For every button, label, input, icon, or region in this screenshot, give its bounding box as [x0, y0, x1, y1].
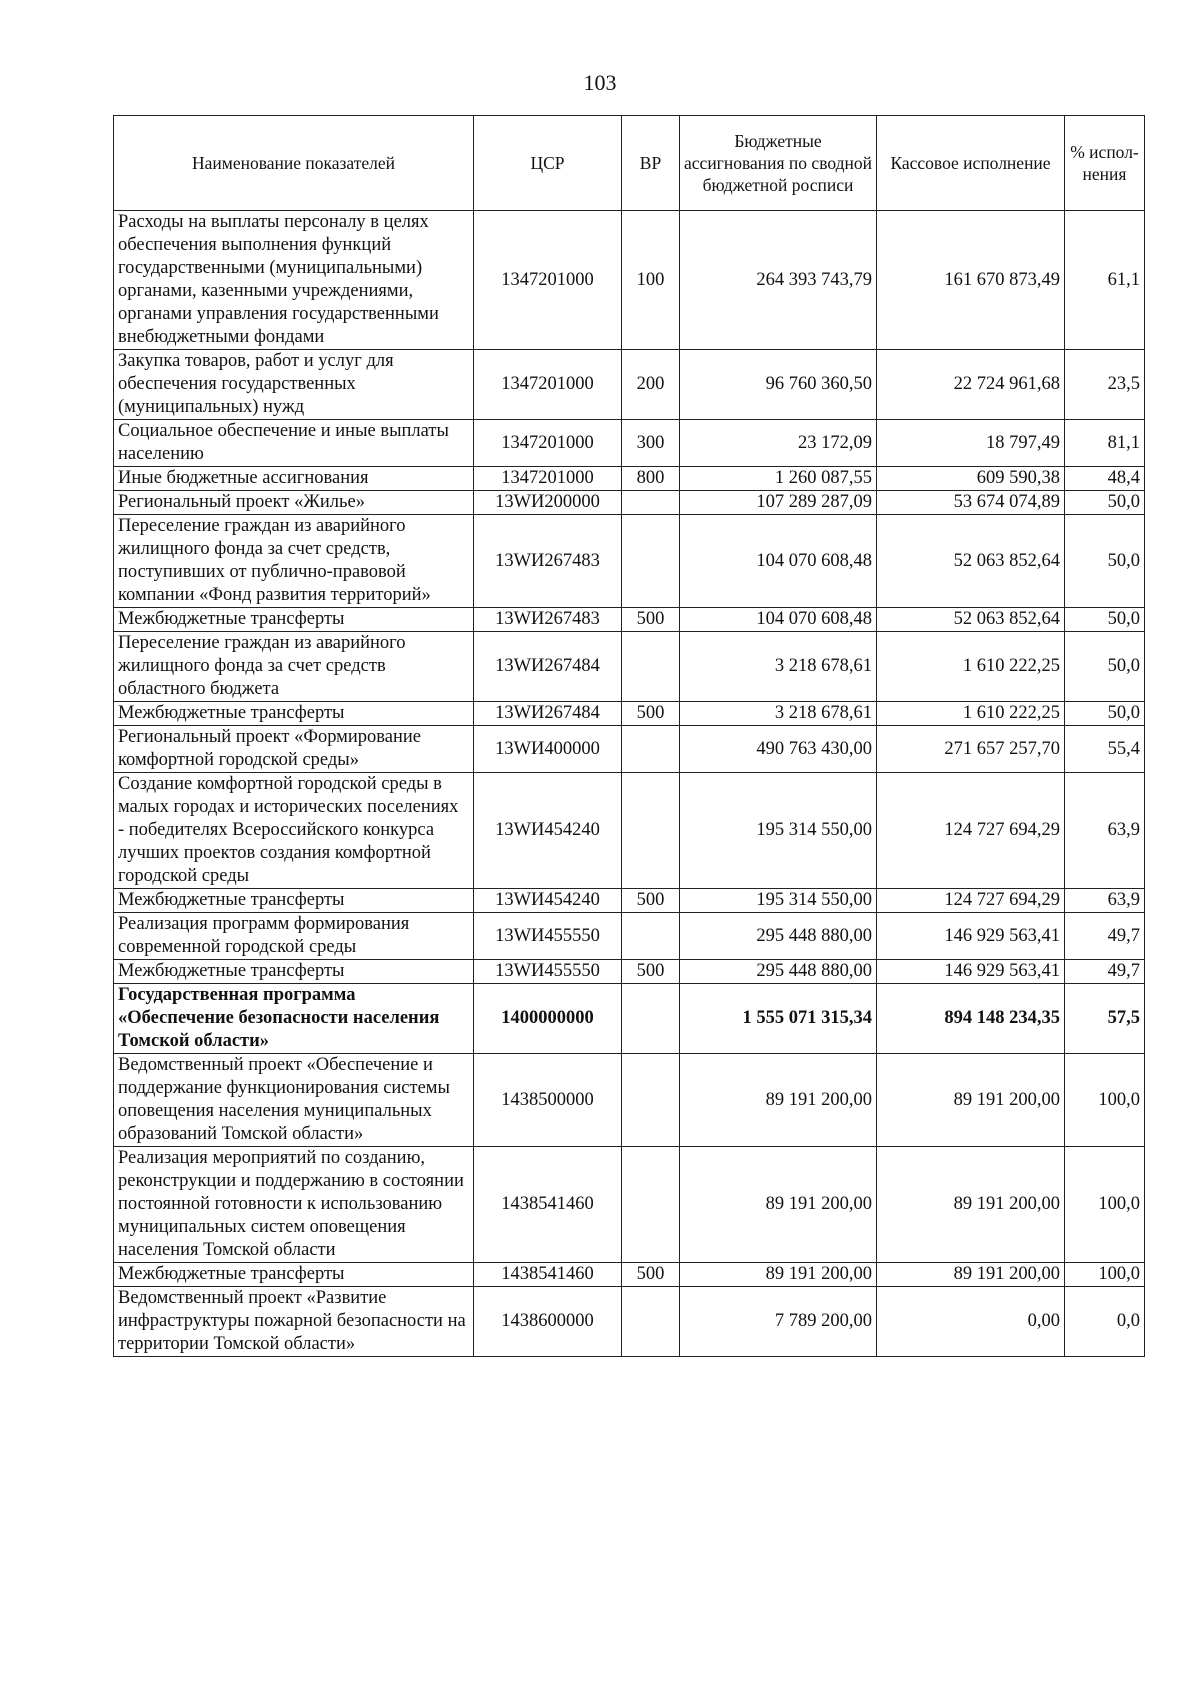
row-budget: 264 393 743,79 — [680, 211, 877, 350]
row-name: Ведомственный проект «Развитие инфраструктуры пожарной безопасности на территории Томской области» — [114, 1287, 474, 1357]
row-budget: 89 191 200,00 — [680, 1147, 877, 1263]
table-row — [114, 515, 1145, 608]
row-csr: 1438541460 — [474, 1147, 622, 1263]
table-row — [114, 726, 1145, 773]
row-percent: 63,9 — [1065, 773, 1145, 889]
row-vr: 500 — [622, 1263, 680, 1287]
row-percent: 81,1 — [1065, 420, 1145, 467]
row-name: Межбюджетные трансферты — [114, 702, 474, 726]
row-cash: 124 727 694,29 — [877, 889, 1065, 913]
row-name: Ведомственный проект «Обеспечение и поддержание функционирования системы оповещения населения муниципальных образований Томской области» — [114, 1054, 474, 1147]
row-name: Государственная программа «Обеспечение безопасности населения Томской области» — [114, 984, 474, 1054]
row-cash: 161 670 873,49 — [877, 211, 1065, 350]
table-header-row — [114, 116, 1145, 211]
row-percent: 100,0 — [1065, 1054, 1145, 1147]
table-row — [114, 702, 1145, 726]
table-row — [114, 632, 1145, 702]
row-cash: 609 590,38 — [877, 467, 1065, 491]
row-name: Социальное обеспечение и иные выплаты населению — [114, 420, 474, 467]
row-name: Реализация мероприятий по созданию, реконструкции и поддержанию в состоянии постоянной готовности к использованию муниципальных систем оповещения населения Томской области — [114, 1147, 474, 1263]
row-cash: 53 674 074,89 — [877, 491, 1065, 515]
row-vr — [622, 984, 680, 1054]
row-percent: 0,0 — [1065, 1287, 1145, 1357]
row-csr: 1347201000 — [474, 211, 622, 350]
table-row — [114, 420, 1145, 467]
row-vr — [622, 773, 680, 889]
row-cash: 271 657 257,70 — [877, 726, 1065, 773]
row-vr: 500 — [622, 702, 680, 726]
table-row — [114, 984, 1145, 1054]
row-budget: 23 172,09 — [680, 420, 877, 467]
header-name: Наименование показателей — [114, 116, 474, 211]
row-percent: 49,7 — [1065, 913, 1145, 960]
row-vr — [622, 632, 680, 702]
page-number: 103 — [583, 70, 617, 95]
row-percent: 50,0 — [1065, 702, 1145, 726]
row-cash: 52 063 852,64 — [877, 608, 1065, 632]
row-csr: 13WИ267484 — [474, 702, 622, 726]
table-row — [114, 491, 1145, 515]
row-vr: 200 — [622, 350, 680, 420]
row-budget: 1 260 087,55 — [680, 467, 877, 491]
row-cash: 89 191 200,00 — [877, 1054, 1065, 1147]
row-cash: 1 610 222,25 — [877, 632, 1065, 702]
row-name: Создание комфортной городской среды в малых городах и исторических поселениях - победителях Всероссийского конкурса лучших проектов создания комфортной городской среды — [114, 773, 474, 889]
header-percent: % испол-нения — [1065, 116, 1145, 211]
row-budget: 3 218 678,61 — [680, 702, 877, 726]
row-csr: 13WИ267484 — [474, 632, 622, 702]
row-csr: 1438500000 — [474, 1054, 622, 1147]
row-vr — [622, 726, 680, 773]
row-name: Межбюджетные трансферты — [114, 889, 474, 913]
table-row — [114, 773, 1145, 889]
row-vr — [622, 913, 680, 960]
row-vr — [622, 491, 680, 515]
row-vr: 800 — [622, 467, 680, 491]
row-cash: 89 191 200,00 — [877, 1263, 1065, 1287]
row-budget: 104 070 608,48 — [680, 515, 877, 608]
row-vr — [622, 515, 680, 608]
row-vr: 500 — [622, 960, 680, 984]
row-csr: 1347201000 — [474, 350, 622, 420]
row-cash: 52 063 852,64 — [877, 515, 1065, 608]
row-cash: 18 797,49 — [877, 420, 1065, 467]
row-percent: 55,4 — [1065, 726, 1145, 773]
row-percent: 50,0 — [1065, 632, 1145, 702]
table-row — [114, 350, 1145, 420]
row-csr: 13WИ267483 — [474, 515, 622, 608]
row-vr — [622, 1287, 680, 1357]
row-vr: 500 — [622, 889, 680, 913]
table-row — [114, 1287, 1145, 1357]
row-csr: 13WИ200000 — [474, 491, 622, 515]
row-percent: 50,0 — [1065, 515, 1145, 608]
row-budget: 490 763 430,00 — [680, 726, 877, 773]
row-name: Региональный проект «Жилье» — [114, 491, 474, 515]
row-cash: 0,00 — [877, 1287, 1065, 1357]
row-name: Межбюджетные трансферты — [114, 608, 474, 632]
table-row — [114, 960, 1145, 984]
row-name: Переселение граждан из аварийного жилищного фонда за счет средств, поступивших от публично-правовой компании «Фонд развития территорий» — [114, 515, 474, 608]
table-row — [114, 211, 1145, 350]
row-name: Межбюджетные трансферты — [114, 1263, 474, 1287]
row-vr: 100 — [622, 211, 680, 350]
row-budget: 1 555 071 315,34 — [680, 984, 877, 1054]
row-csr: 13WИ400000 — [474, 726, 622, 773]
budget-table — [113, 115, 1145, 1357]
row-vr: 300 — [622, 420, 680, 467]
row-name: Реализация программ формирования современной городской среды — [114, 913, 474, 960]
row-csr: 13WИ454240 — [474, 773, 622, 889]
row-name: Переселение граждан из аварийного жилищного фонда за счет средств областного бюджета — [114, 632, 474, 702]
header-budget: Бюджетные ассигнования по сводной бюджетной росписи — [680, 116, 877, 211]
table-row — [114, 913, 1145, 960]
row-vr — [622, 1147, 680, 1263]
row-vr — [622, 1054, 680, 1147]
row-budget: 104 070 608,48 — [680, 608, 877, 632]
row-percent: 100,0 — [1065, 1147, 1145, 1263]
row-name: Закупка товаров, работ и услуг для обеспечения государственных (муниципальных) нужд — [114, 350, 474, 420]
row-cash: 22 724 961,68 — [877, 350, 1065, 420]
row-percent: 50,0 — [1065, 491, 1145, 515]
row-budget: 295 448 880,00 — [680, 960, 877, 984]
table-row — [114, 608, 1145, 632]
row-budget: 7 789 200,00 — [680, 1287, 877, 1357]
row-name: Расходы на выплаты персоналу в целях обеспечения выполнения функций государственными (муниципальными) органами, казенными учреждениями, органами управления государственными внебюджетными фондами — [114, 211, 474, 350]
row-cash: 124 727 694,29 — [877, 773, 1065, 889]
row-cash: 89 191 200,00 — [877, 1147, 1065, 1263]
row-csr: 1438600000 — [474, 1287, 622, 1357]
row-csr: 1347201000 — [474, 420, 622, 467]
row-budget: 195 314 550,00 — [680, 889, 877, 913]
row-percent: 63,9 — [1065, 889, 1145, 913]
row-percent: 61,1 — [1065, 211, 1145, 350]
row-csr: 13WИ455550 — [474, 960, 622, 984]
row-budget: 89 191 200,00 — [680, 1054, 877, 1147]
row-percent: 57,5 — [1065, 984, 1145, 1054]
row-budget: 195 314 550,00 — [680, 773, 877, 889]
row-csr: 1438541460 — [474, 1263, 622, 1287]
row-cash: 894 148 234,35 — [877, 984, 1065, 1054]
row-budget: 107 289 287,09 — [680, 491, 877, 515]
row-percent: 23,5 — [1065, 350, 1145, 420]
table-row — [114, 467, 1145, 491]
row-budget: 295 448 880,00 — [680, 913, 877, 960]
row-csr: 13WИ267483 — [474, 608, 622, 632]
row-csr: 1347201000 — [474, 467, 622, 491]
table-row — [114, 1054, 1145, 1147]
header-csr: ЦСР — [474, 116, 622, 211]
row-name: Региональный проект «Формирование комфортной городской среды» — [114, 726, 474, 773]
row-cash: 146 929 563,41 — [877, 913, 1065, 960]
row-percent: 48,4 — [1065, 467, 1145, 491]
table-body — [114, 211, 1145, 1357]
row-cash: 1 610 222,25 — [877, 702, 1065, 726]
row-percent: 50,0 — [1065, 608, 1145, 632]
row-name: Межбюджетные трансферты — [114, 960, 474, 984]
row-percent: 49,7 — [1065, 960, 1145, 984]
row-budget: 96 760 360,50 — [680, 350, 877, 420]
header-vr: ВР — [622, 116, 680, 211]
row-csr: 1400000000 — [474, 984, 622, 1054]
header-cash: Кассовое исполнение — [877, 116, 1065, 211]
row-percent: 100,0 — [1065, 1263, 1145, 1287]
row-vr: 500 — [622, 608, 680, 632]
row-budget: 3 218 678,61 — [680, 632, 877, 702]
row-csr: 13WИ455550 — [474, 913, 622, 960]
row-budget: 89 191 200,00 — [680, 1263, 877, 1287]
row-csr: 13WИ454240 — [474, 889, 622, 913]
row-cash: 146 929 563,41 — [877, 960, 1065, 984]
table-row — [114, 889, 1145, 913]
table-row — [114, 1263, 1145, 1287]
table-row — [114, 1147, 1145, 1263]
row-name: Иные бюджетные ассигнования — [114, 467, 474, 491]
